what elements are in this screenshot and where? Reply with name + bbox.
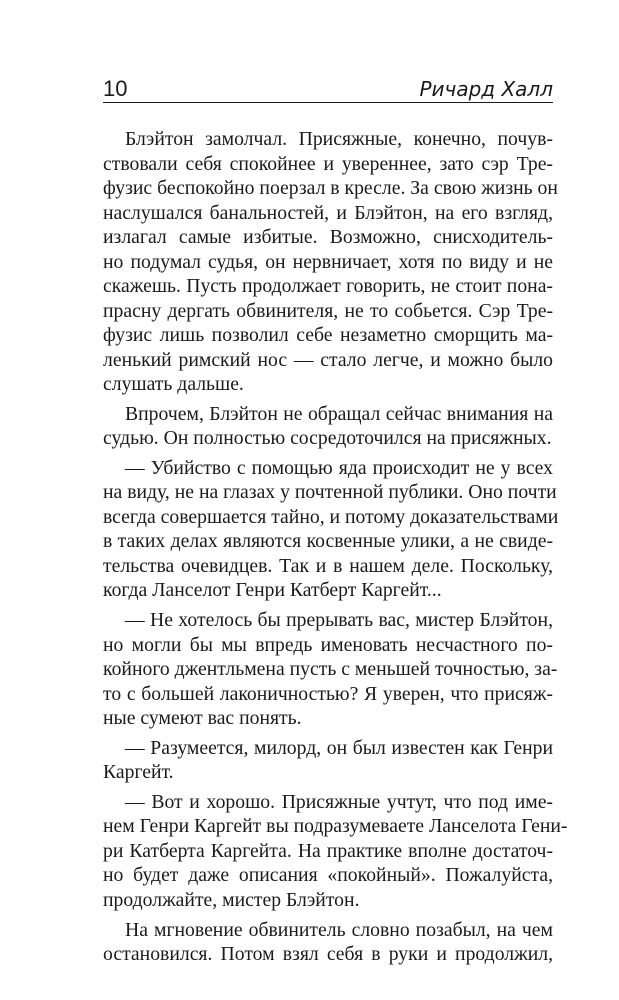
text-line: — Разумеется, милорд, он был известен как Генри [125, 736, 553, 759]
text-line: Блэйтон замолчал. Присяжные, конечно, почув- [125, 128, 553, 150]
text-line: остановился. Потом взял себя в руки и продолжил, [103, 943, 553, 966]
text-line: судью. Он полностью сосредоточился на присяжных. [103, 427, 552, 450]
page-number: 10 [103, 76, 128, 101]
text-line: скажешь. Пусть продолжает говорить, не стоит пона- [103, 275, 553, 297]
text-line: ные сумеют вас понять. [103, 707, 302, 730]
text-line: то с большей лаконичностью? Я уверен, что присяж- [103, 682, 553, 705]
text-line: койного джентльмена пусть с меньшей точностью, за- [103, 658, 558, 681]
text-line: тельства очевидцев. Так и в нашем деле. Поскольку, [103, 554, 553, 577]
text-line: нем Генри Каргейт вы подразумеваете Ланселота Гени- [103, 815, 568, 838]
text-line: излагал самые избитые. Возможно, снисходитель- [103, 226, 553, 248]
text-line: в таких делах являются косвенные улики, а не свиде- [103, 530, 553, 553]
body-text [103, 127, 568, 972]
text-line: Впрочем, Блэйтон не обращал сейчас внимания на [125, 402, 553, 425]
header-rule [103, 102, 553, 103]
text-line: слушать дальше. [103, 373, 244, 395]
paragraph [103, 790, 568, 913]
text-line: продолжайте, мистер Блэйтон. [103, 888, 360, 911]
paragraph [103, 918, 553, 967]
text-line: но подумал судья, он нервничает, хотя по виду и не [103, 250, 553, 273]
text-line: на виду, не на глазах у почтенной публики. Оно почти [103, 481, 557, 504]
text-line: ри Катберта Каргейта. На практике вполне достаточ- [103, 839, 553, 862]
running-title: Ричард Халл [419, 77, 553, 101]
text-line: но могли бы мы впредь именовать несчастного по- [103, 633, 553, 656]
text-line: когда Ланселот Генри Катберт Каргейт... [103, 579, 442, 602]
text-line: ствовали себя спокойнее и увереннее, зато сэр Тре- [103, 152, 553, 175]
text-line: — Вот и хорошо. Присяжные учтут, что под име- [125, 790, 553, 813]
text-line: Каргейт. [103, 761, 174, 784]
text-line: наслушался банальностей, и Блэйтон, на его взгляд, [103, 201, 553, 224]
paragraph [103, 608, 558, 731]
text-line: прасну дергать обвинителя, не то собьется. Сэр Тре- [103, 299, 553, 322]
text-line: ленький римский нос — стало легче, и можно было [103, 348, 553, 371]
paragraph [103, 456, 559, 603]
text-line: фузис лишь позволил себе незаметно сморщить ма- [103, 324, 553, 346]
text-line: но будет даже описания «покойный». Пожалуйста, [103, 864, 553, 887]
text-line: На мгновение обвинитель словно позабыл, на чем [125, 918, 553, 941]
text-line: — Убийство с помощью яда происходит не у всех [125, 456, 553, 479]
paragraph [103, 402, 553, 451]
running-head [103, 77, 553, 101]
paragraph [103, 127, 558, 397]
text-line: всегда совершается тайно, и потому доказательствами [103, 505, 559, 528]
text-line: — Не хотелось бы прерывать вас, мистер Блэйтон, [125, 609, 553, 632]
text-line: фузис беспокойно поерзал в кресле. За свою жизнь он [103, 177, 558, 199]
paragraph [103, 736, 553, 785]
